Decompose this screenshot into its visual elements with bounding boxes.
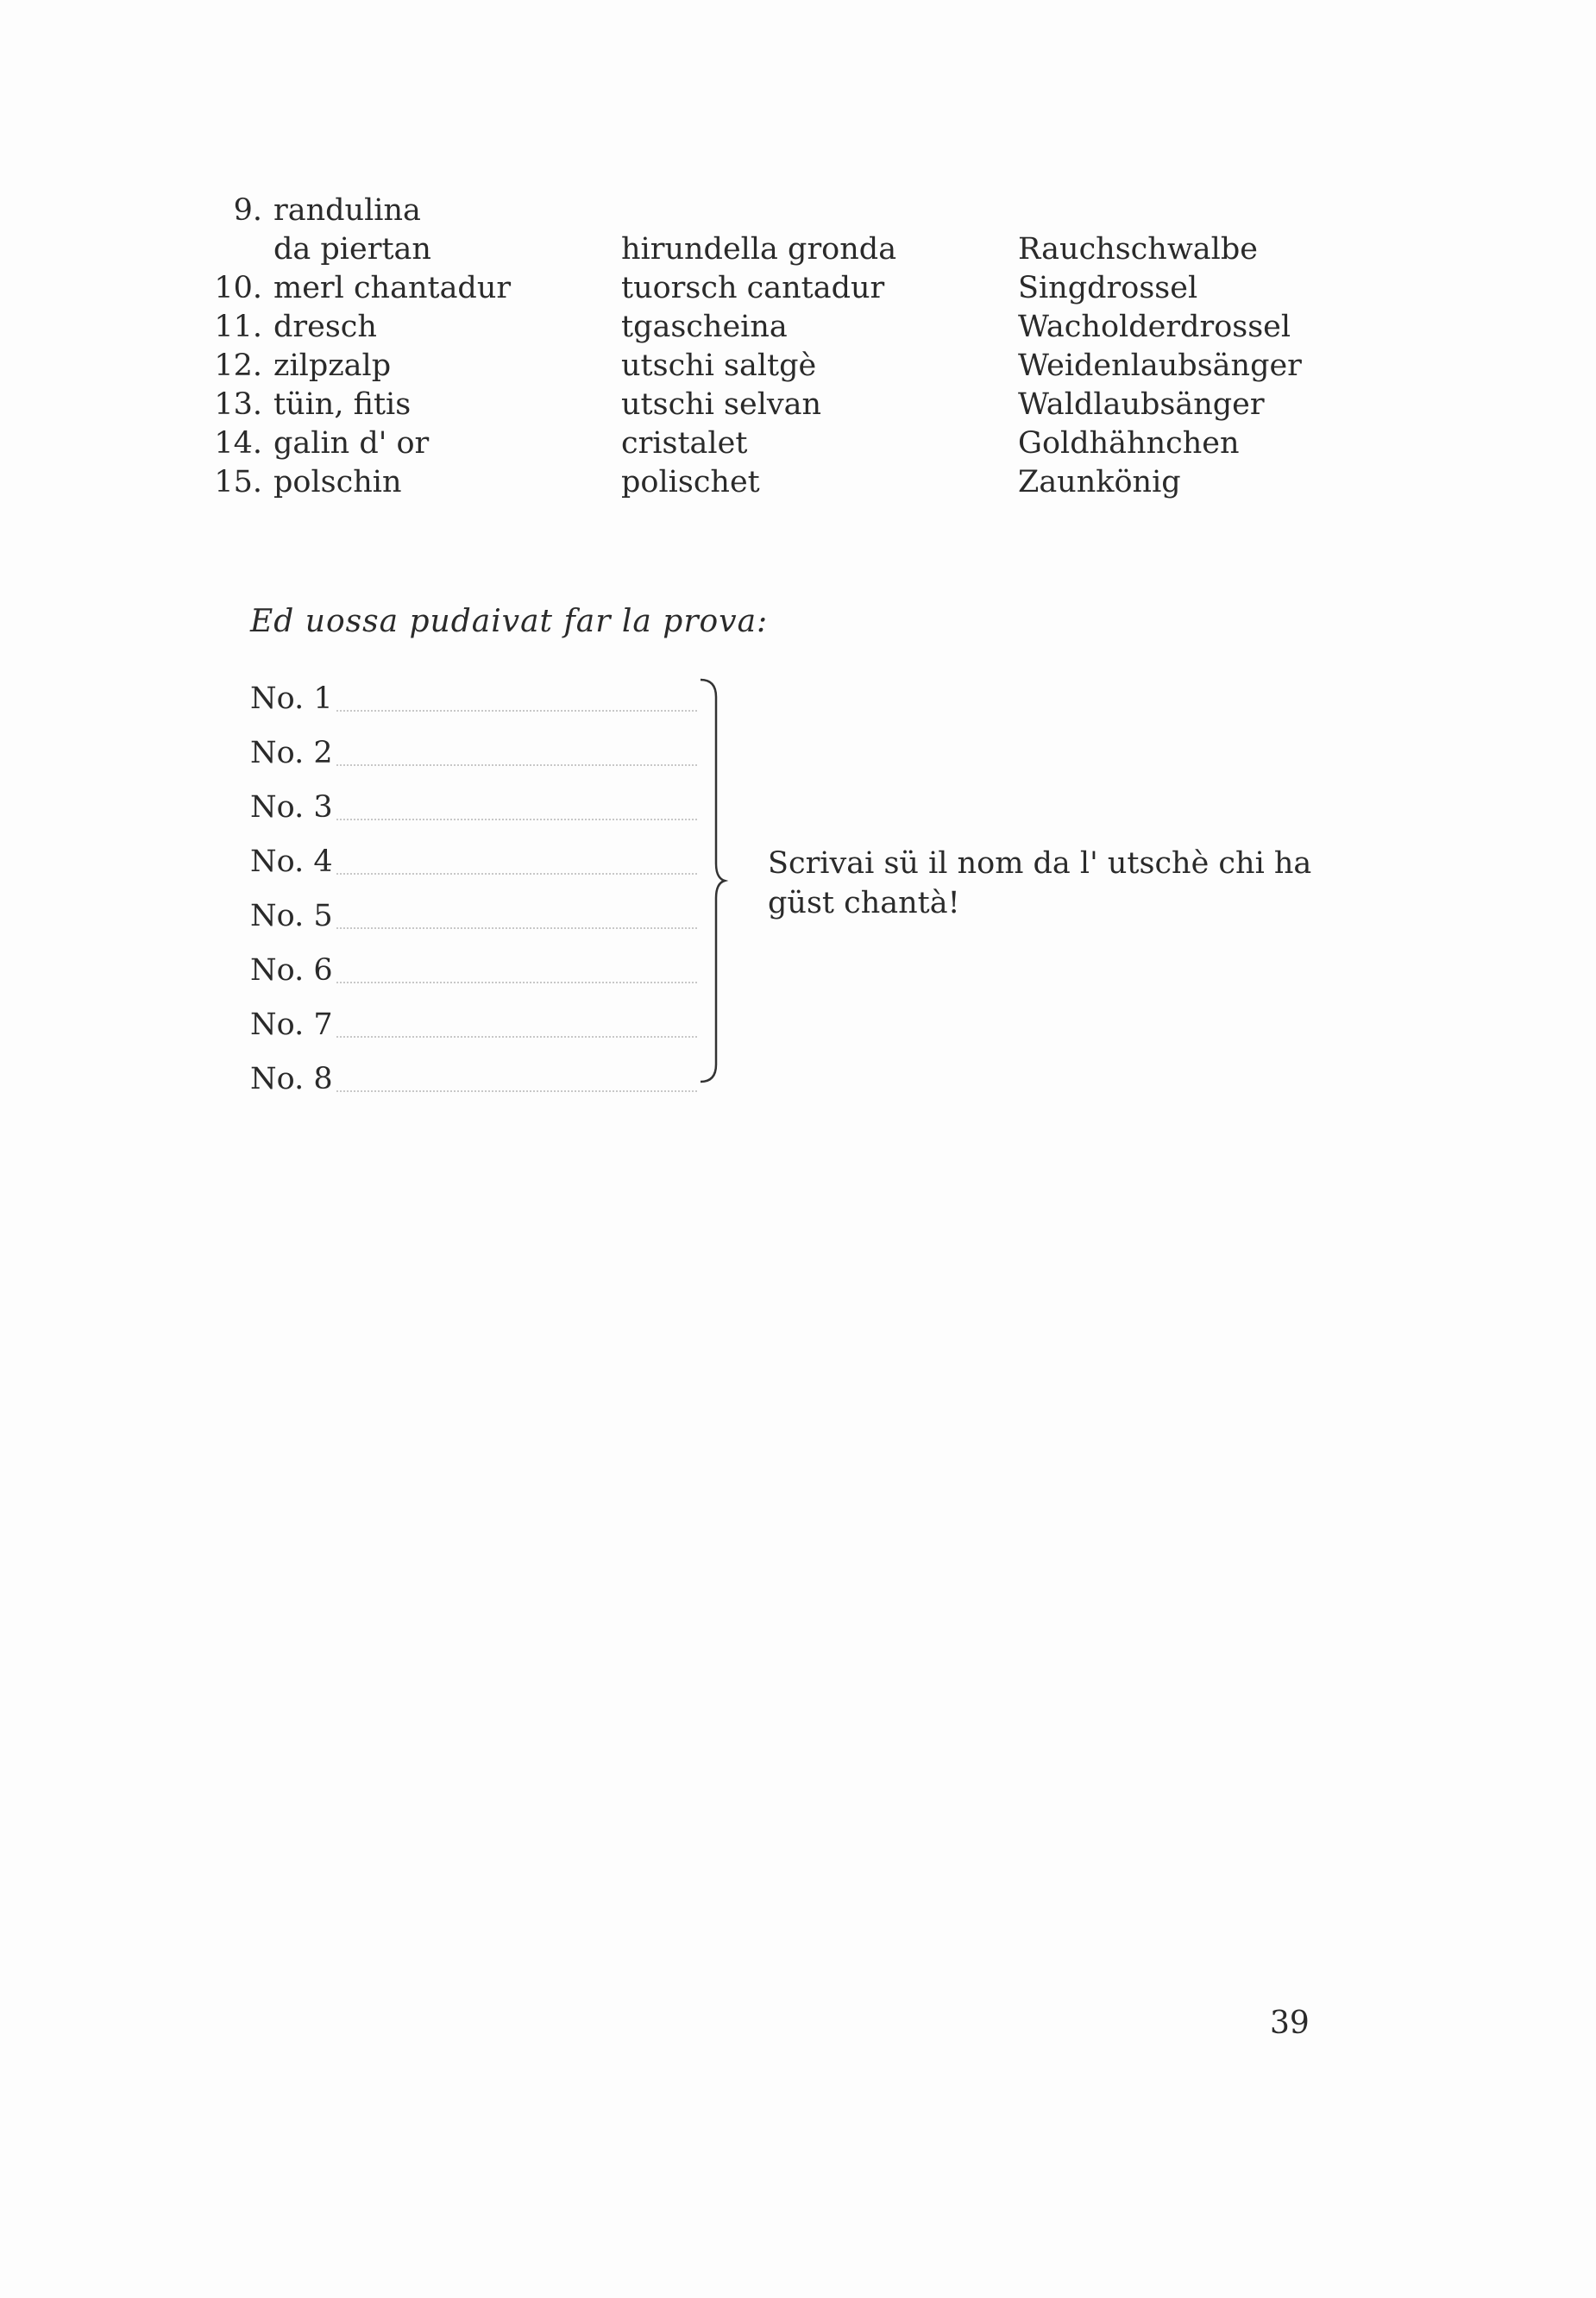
german-name: Zaunkönig: [1018, 465, 1181, 499]
ladin-name: tuorsch cantadur: [621, 271, 885, 305]
entry-number: 11.: [214, 310, 262, 344]
answer-blank[interactable]: [336, 1036, 697, 1038]
exercise-prompt: Ed uossa pudaivat far la prova:: [250, 604, 769, 639]
answer-blank[interactable]: [336, 927, 697, 929]
ladin-name: tgascheina: [621, 310, 788, 344]
answer-item: [250, 840, 707, 883]
table-row: [0, 424, 1596, 463]
table-row: [0, 386, 1596, 424]
answer-label: No. 5: [250, 899, 333, 933]
romansh-name: da piertan: [273, 232, 431, 267]
table-row: [0, 347, 1596, 386]
table-row: [0, 230, 1596, 269]
german-name: Goldhähnchen: [1018, 426, 1240, 461]
answer-blank[interactable]: [336, 764, 697, 766]
ladin-name: polischet: [621, 465, 760, 499]
exercise-instruction: Scrivai sü il nom da l' utschè chi ha güst chantà!: [768, 846, 1312, 920]
answer-item: [250, 786, 707, 829]
romansh-name: merl chantadur: [273, 271, 512, 305]
answer-item: [250, 731, 707, 775]
curly-brace-icon: [697, 678, 732, 1083]
german-name: Waldlaubsänger: [1018, 387, 1265, 422]
page-number: 39: [1270, 2006, 1310, 2041]
entry-number: 12.: [214, 348, 262, 383]
answer-label: No. 1: [250, 681, 333, 716]
answer-label: No. 2: [250, 736, 333, 770]
answer-blank[interactable]: [336, 873, 697, 875]
romansh-name: galin d' or: [273, 426, 430, 461]
german-name: Weidenlaubsänger: [1018, 348, 1302, 383]
answer-label: No. 6: [250, 953, 333, 988]
answer-blank[interactable]: [336, 1090, 697, 1092]
romansh-name: tüin, fitis: [273, 387, 412, 422]
romansh-name: randulina: [273, 193, 421, 228]
table-row: [0, 463, 1596, 502]
answer-label: No. 3: [250, 790, 333, 825]
entry-number: 15.: [214, 465, 262, 499]
answer-item: [250, 677, 707, 720]
ladin-name: hirundella gronda: [621, 232, 897, 267]
romansh-name: polschin: [273, 465, 402, 499]
table-row: [0, 269, 1596, 308]
answer-blank[interactable]: [336, 710, 697, 712]
ladin-name: cristalet: [621, 426, 748, 461]
entry-number: 9.: [233, 193, 262, 228]
romansh-name: dresch: [273, 310, 377, 344]
answer-blank[interactable]: [336, 982, 697, 983]
answer-blank[interactable]: [336, 819, 697, 820]
answer-item: [250, 1003, 707, 1046]
answer-label: No. 7: [250, 1008, 333, 1042]
table-row: [0, 308, 1596, 347]
german-name: Wacholderdrossel: [1018, 310, 1291, 344]
answer-label: No. 4: [250, 844, 333, 879]
answer-label: No. 8: [250, 1062, 333, 1096]
table-row: [0, 192, 1596, 230]
ladin-name: utschi selvan: [621, 387, 822, 422]
entry-number: 10.: [214, 271, 262, 305]
entry-number: 14.: [214, 426, 262, 461]
romansh-name: zilpzalp: [273, 348, 392, 383]
answer-item: [250, 949, 707, 992]
german-name: Singdrossel: [1018, 271, 1198, 305]
answer-item: [250, 895, 707, 938]
entry-number: 13.: [214, 387, 262, 422]
german-name: Rauchschwalbe: [1018, 232, 1258, 267]
answer-item: [250, 1058, 707, 1101]
ladin-name: utschi saltgè: [621, 348, 817, 383]
